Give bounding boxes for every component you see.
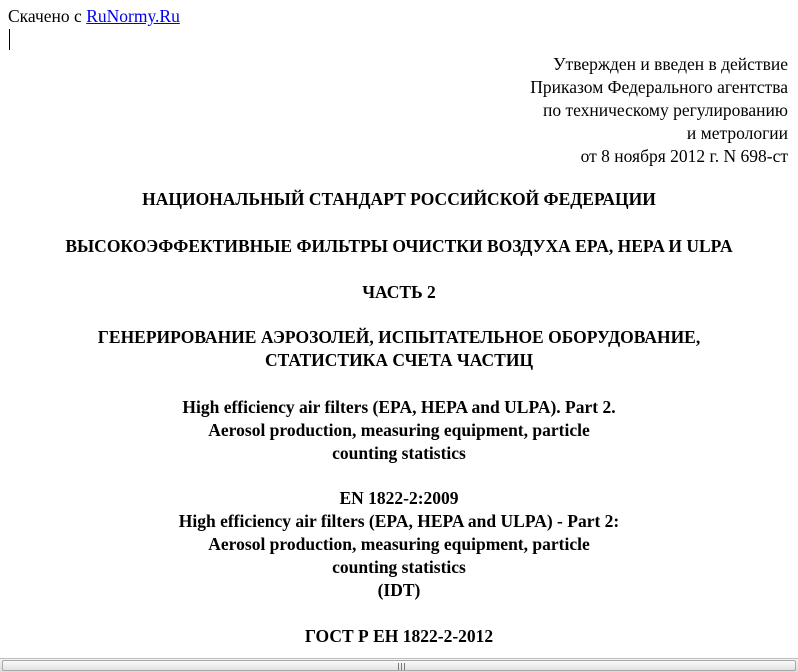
source-line — [8, 5, 180, 28]
source-prefix: Скачено с — [8, 6, 82, 26]
approval-line: Приказом Федерального агентства — [530, 77, 788, 97]
en-standard-line: Aerosol production, measuring equipment, particle — [208, 534, 590, 554]
subtitle-line: ГЕНЕРИРОВАНИЕ АЭРОЗОЛЕЙ, ИСПЫТАТЕЛЬНОЕ ОБОРУДОВАНИЕ, — [97, 327, 701, 347]
approval-line: по техническому регулированию — [542, 100, 788, 120]
standard-type-text: НАЦИОНАЛЬНЫЙ СТАНДАРТ РОССИЙСКОЙ ФЕДЕРАЦИИ — [142, 189, 656, 209]
grip-icon — [398, 663, 406, 670]
subtitle-heading — [0, 326, 798, 372]
en-standard-code: EN 1822-2:2009 — [339, 488, 459, 508]
standard-name-heading — [0, 235, 798, 258]
runormy-link[interactable]: RuNormy.Ru — [86, 6, 180, 26]
approval-line: Утвержден и введен в действие — [553, 54, 788, 74]
part-heading — [0, 281, 798, 304]
gost-heading — [0, 625, 798, 648]
standard-name-text: ВЫСОКОЭФФЕКТИВНЫЕ ФИЛЬТРЫ ОЧИСТКИ ВОЗДУХА EPA, HEPA И ULPA — [65, 236, 733, 256]
horizontal-scrollbar[interactable] — [0, 658, 798, 672]
equivalence-mark: (IDT) — [377, 580, 421, 600]
en-standard-line: counting statistics — [332, 557, 466, 577]
english-title-line: counting statistics — [332, 443, 466, 463]
standard-type-heading — [0, 188, 798, 211]
english-title-line: Aerosol production, measuring equipment, particle — [208, 420, 590, 440]
part-text: ЧАСТЬ 2 — [362, 282, 436, 302]
en-standard-block — [0, 487, 798, 602]
approval-line: от 8 ноября 2012 г. N 698-ст — [580, 146, 788, 166]
approval-line: и метрологии — [686, 123, 788, 143]
english-title-line: High efficiency air filters (EPA, HEPA and ULPA). Part 2. — [182, 397, 616, 417]
subtitle-line: СТАТИСТИКА СЧЕТА ЧАСТИЦ — [264, 350, 534, 370]
english-title-block — [0, 396, 798, 465]
gost-code: ГОСТ Р ЕН 1822-2-2012 — [304, 626, 494, 646]
scrollbar-thumb[interactable] — [2, 660, 796, 671]
approval-block — [530, 53, 788, 168]
en-standard-line: High efficiency air filters (EPA, HEPA and ULPA) - Part 2: — [178, 511, 620, 531]
text-cursor — [9, 29, 10, 50]
